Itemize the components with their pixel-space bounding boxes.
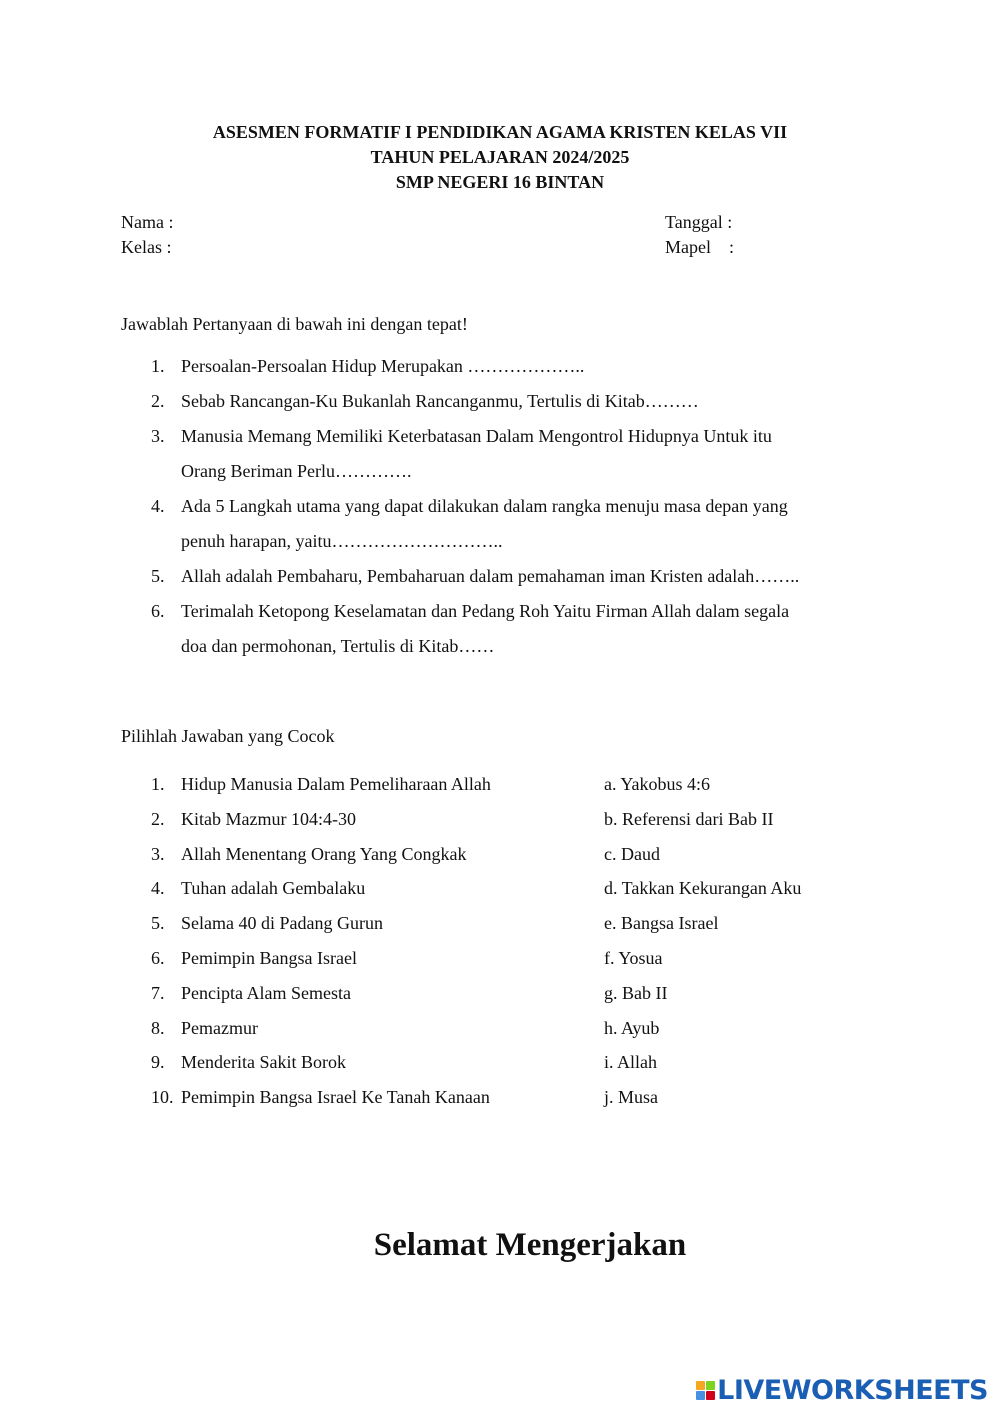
question-text: Sebab Rancangan-Ku Bukanlah Rancanganmu, Tertulis di Kitab……… xyxy=(181,391,699,411)
matching-answer: b. Referensi dari Bab II xyxy=(604,808,774,829)
question-number: 3. xyxy=(151,426,165,446)
question-number: 5. xyxy=(151,566,165,586)
matching-row xyxy=(121,871,901,906)
question-number: 1. xyxy=(151,356,165,376)
matching-prompt: Pemimpin Bangsa Israel xyxy=(181,947,357,968)
liveworksheets-logo-icon xyxy=(696,1381,715,1400)
matching-row xyxy=(121,837,901,872)
matching-answer: g. Bab II xyxy=(604,982,668,1003)
matching-row xyxy=(121,1011,901,1046)
logo-square xyxy=(696,1381,705,1390)
matching-prompt: Selama 40 di Padang Gurun xyxy=(181,913,383,934)
matching-prompt: Tuhan adalah Gembalaku xyxy=(181,878,366,899)
field-kelas: Kelas : xyxy=(121,237,172,257)
header-title: ASESMEN FORMATIF I PENDIDIKAN AGAMA KRISTEN KELAS VII xyxy=(212,122,788,142)
header-year: TAHUN PELAJARAN 2024/2025 xyxy=(370,147,630,167)
matching-answer: c. Daud xyxy=(604,843,660,864)
matching-answer: d. Takkan Kekurangan Aku xyxy=(604,878,802,899)
matching-number: 1. xyxy=(151,774,165,794)
matching-number: 10. xyxy=(151,1087,174,1108)
matching-prompt: Kitab Mazmur 104:4-30 xyxy=(181,808,356,829)
section1-instruction: Jawablah Pertanyaan di bawah ini dengan tepat! xyxy=(121,314,468,334)
matching-prompt: Pemimpin Bangsa Israel Ke Tanah Kanaan xyxy=(181,1087,490,1108)
liveworksheets-logo-text: LIVEWORKSHEETS xyxy=(717,1374,988,1406)
field-tanggal: Tanggal : xyxy=(665,212,733,232)
closing-message: Selamat Mengerjakan xyxy=(373,1227,687,1263)
matching-row xyxy=(121,1045,901,1080)
logo-square xyxy=(706,1391,715,1400)
field-mapel: Mapel : xyxy=(665,237,734,257)
matching-answer: i. Allah xyxy=(604,1052,657,1073)
question-item xyxy=(121,489,901,559)
logo-square xyxy=(696,1391,705,1400)
matching-number: 8. xyxy=(151,1017,165,1038)
question-text: Ada 5 Langkah utama yang dapat dilakukan dalam rangka menuju masa depan yang xyxy=(181,496,788,516)
matching-number: 6. xyxy=(151,947,165,968)
matching-number: 2. xyxy=(151,808,165,829)
question-text-continued: Orang Beriman Perlu…………. xyxy=(181,461,412,481)
question-number: 2. xyxy=(151,391,165,411)
question-text: Manusia Memang Memiliki Keterbatasan Dalam Mengontrol Hidupnya Untuk itu xyxy=(181,426,772,446)
matching-prompt: Hidup Manusia Dalam Pemeliharaan Allah xyxy=(181,774,491,794)
question-item xyxy=(121,594,901,664)
matching-row xyxy=(121,941,901,976)
question-text-continued: doa dan permohonan, Tertulis di Kitab…… xyxy=(181,636,495,656)
matching-number: 9. xyxy=(151,1052,165,1073)
logo-square xyxy=(706,1381,715,1390)
question-item xyxy=(121,384,901,419)
header-school: SMP NEGERI 16 BINTAN xyxy=(395,172,605,192)
matching-answer: f. Yosua xyxy=(604,947,663,968)
section2-instruction: Pilihlah Jawaban yang Cocok xyxy=(121,726,335,746)
matching-prompt: Pemazmur xyxy=(181,1017,258,1038)
field-nama: Nama : xyxy=(121,212,174,232)
matching-number: 7. xyxy=(151,982,165,1003)
question-number: 4. xyxy=(151,496,165,516)
question-item xyxy=(121,559,901,594)
matching-prompt: Allah Menentang Orang Yang Congkak xyxy=(181,843,467,864)
matching-number: 5. xyxy=(151,913,165,934)
matching-row xyxy=(121,976,901,1011)
liveworksheets-logo xyxy=(696,1374,988,1406)
matching-answer: a. Yakobus 4:6 xyxy=(604,774,711,794)
matching-row xyxy=(121,767,901,802)
question-item xyxy=(121,419,901,489)
question-number: 6. xyxy=(151,601,165,621)
matching-number: 3. xyxy=(151,843,165,864)
matching-number: 4. xyxy=(151,878,165,899)
matching-answer: j. Musa xyxy=(604,1087,658,1108)
matching-prompt: Menderita Sakit Borok xyxy=(181,1052,346,1073)
matching-answer: e. Bangsa Israel xyxy=(604,913,719,934)
essay-question-list xyxy=(121,349,901,664)
matching-row xyxy=(121,1080,901,1115)
matching-row xyxy=(121,802,901,837)
document-header xyxy=(0,120,1000,195)
matching-prompt: Pencipta Alam Semesta xyxy=(181,982,351,1003)
matching-row xyxy=(121,906,901,941)
question-item xyxy=(121,349,901,384)
question-text-continued: penuh harapan, yaitu……………………….. xyxy=(181,531,503,551)
matching-answer: h. Ayub xyxy=(604,1017,660,1038)
question-text: Terimalah Ketopong Keselamatan dan Pedang Roh Yaitu Firman Allah dalam segala xyxy=(181,601,790,621)
question-text: Persoalan-Persoalan Hidup Merupakan ……………….. xyxy=(181,356,585,376)
question-text: Allah adalah Pembaharu, Pembaharuan dalam pemahaman iman Kristen adalah…….. xyxy=(181,566,800,586)
matching-list xyxy=(121,767,901,1115)
